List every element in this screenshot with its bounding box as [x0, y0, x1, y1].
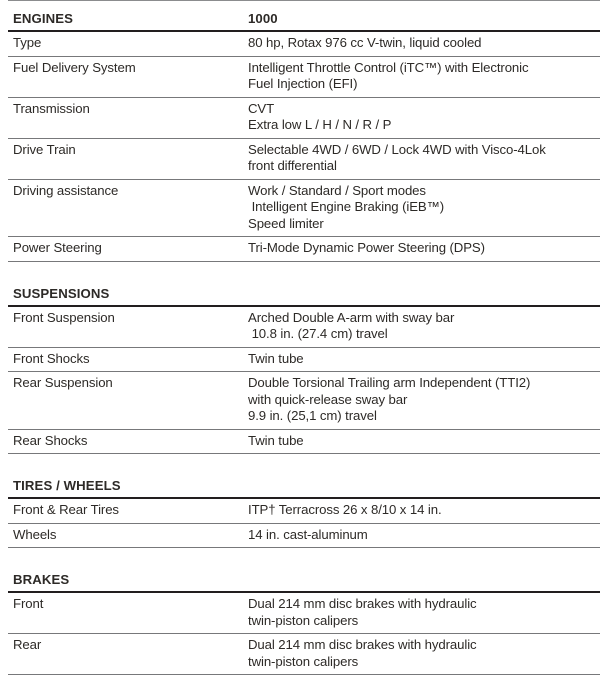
spec-label: Rear Suspension — [13, 375, 113, 390]
spec-value-line: Work / Standard / Sport modes — [248, 182, 426, 198]
spec-label: Fuel Delivery System — [13, 59, 136, 75]
spec-row — [8, 180, 600, 238]
spec-label: Drive Train — [13, 141, 76, 157]
spec-row — [8, 634, 600, 675]
spec-label: Front Suspension — [13, 309, 115, 325]
spec-value — [248, 637, 600, 670]
spec-section — [8, 562, 600, 675]
spec-label: Power Steering — [13, 240, 102, 255]
spec-section — [8, 0, 600, 262]
spec-value-line: Twin tube — [248, 432, 304, 448]
spec-value-line: Intelligent Throttle Control (iTC™) with Electronic — [248, 59, 529, 75]
spec-row — [8, 307, 600, 348]
spec-value-line: Dual 214 mm disc brakes with hydraulic — [248, 596, 477, 611]
spec-row — [8, 524, 600, 549]
section-header — [8, 276, 600, 307]
spec-value — [248, 240, 600, 257]
spec-value-line: Arched Double A-arm with sway bar — [248, 309, 455, 325]
section-title: TIRES / WHEELS — [13, 478, 121, 493]
spec-value-line: twin-piston calipers — [248, 612, 359, 628]
spec-value-line: 14 in. cast-aluminum — [248, 526, 368, 542]
spec-value-line: Intelligent Engine Braking (iEB™) — [248, 199, 444, 214]
spec-row — [8, 372, 600, 430]
spec-value — [248, 183, 600, 233]
spec-value — [248, 101, 600, 134]
spec-row — [8, 593, 600, 634]
spec-value-line: front differential — [248, 158, 337, 173]
spec-value-line: 9.9 in. (25,1 cm) travel — [248, 408, 377, 423]
spec-value-line: with quick-release sway bar — [248, 391, 408, 407]
section-rows — [8, 307, 600, 455]
spec-table — [8, 0, 600, 675]
spec-label: Driving assistance — [13, 182, 119, 198]
spec-value — [248, 35, 600, 52]
spec-value — [248, 351, 600, 368]
spec-value-line: ITP† Terracross 26 x 8/10 x 14 in. — [248, 502, 442, 517]
spec-value — [248, 433, 600, 450]
spec-value-line: Extra low L / H / N / R / P — [248, 117, 392, 132]
spec-value-line: Speed limiter — [248, 215, 324, 231]
spec-row — [8, 57, 600, 98]
spec-value-line: CVT — [248, 100, 275, 116]
spec-row — [8, 98, 600, 139]
spec-label: Type — [13, 35, 42, 50]
spec-label: Wheels — [13, 526, 57, 542]
spec-row — [8, 430, 600, 455]
spec-value-line: Twin tube — [248, 350, 304, 366]
section-rows — [8, 32, 600, 262]
section-header — [8, 468, 600, 499]
spec-label: Rear Shocks — [13, 432, 88, 448]
spec-value-line: twin-piston calipers — [248, 653, 359, 669]
spec-row — [8, 237, 600, 262]
spec-value-line: 10.8 in. (27.4 cm) travel — [248, 326, 388, 341]
spec-label: Front & Rear Tires — [13, 502, 119, 517]
spec-label: Transmission — [13, 100, 90, 116]
spec-value — [248, 596, 600, 629]
spec-value — [248, 142, 600, 175]
spec-section — [8, 276, 600, 455]
spec-label: Front Shocks — [13, 350, 90, 366]
spec-value — [248, 502, 600, 519]
spec-value-line: Fuel Injection (EFI) — [248, 76, 358, 91]
spec-value-line: 80 hp, Rotax 976 cc V-twin, liquid cooled — [248, 35, 482, 50]
spec-value-line: Selectable 4WD / 6WD / Lock 4WD with Visco-4Lok — [248, 141, 546, 157]
spec-row — [8, 32, 600, 57]
section-rows — [8, 499, 600, 548]
section-rows — [8, 593, 600, 675]
spec-row — [8, 348, 600, 373]
spec-value — [248, 527, 600, 544]
section-header — [8, 0, 600, 32]
section-title: ENGINES — [13, 11, 74, 26]
spec-label: Rear — [13, 637, 42, 652]
spec-row — [8, 139, 600, 180]
spec-label: Front — [13, 596, 44, 611]
spec-value — [248, 375, 600, 425]
spec-value-line: Tri-Mode Dynamic Power Steering (DPS) — [248, 240, 485, 255]
spec-value — [248, 60, 600, 93]
spec-value-line: Dual 214 mm disc brakes with hydraulic — [248, 637, 477, 652]
section-header — [8, 562, 600, 593]
column-header-model: 1000 — [248, 11, 278, 26]
spec-value — [248, 310, 600, 343]
spec-section — [8, 468, 600, 548]
section-title: BRAKES — [13, 572, 70, 587]
spec-value-line: Double Torsional Trailing arm Independent (TTI2) — [248, 375, 531, 390]
section-title: SUSPENSIONS — [13, 285, 110, 301]
spec-row — [8, 499, 600, 524]
